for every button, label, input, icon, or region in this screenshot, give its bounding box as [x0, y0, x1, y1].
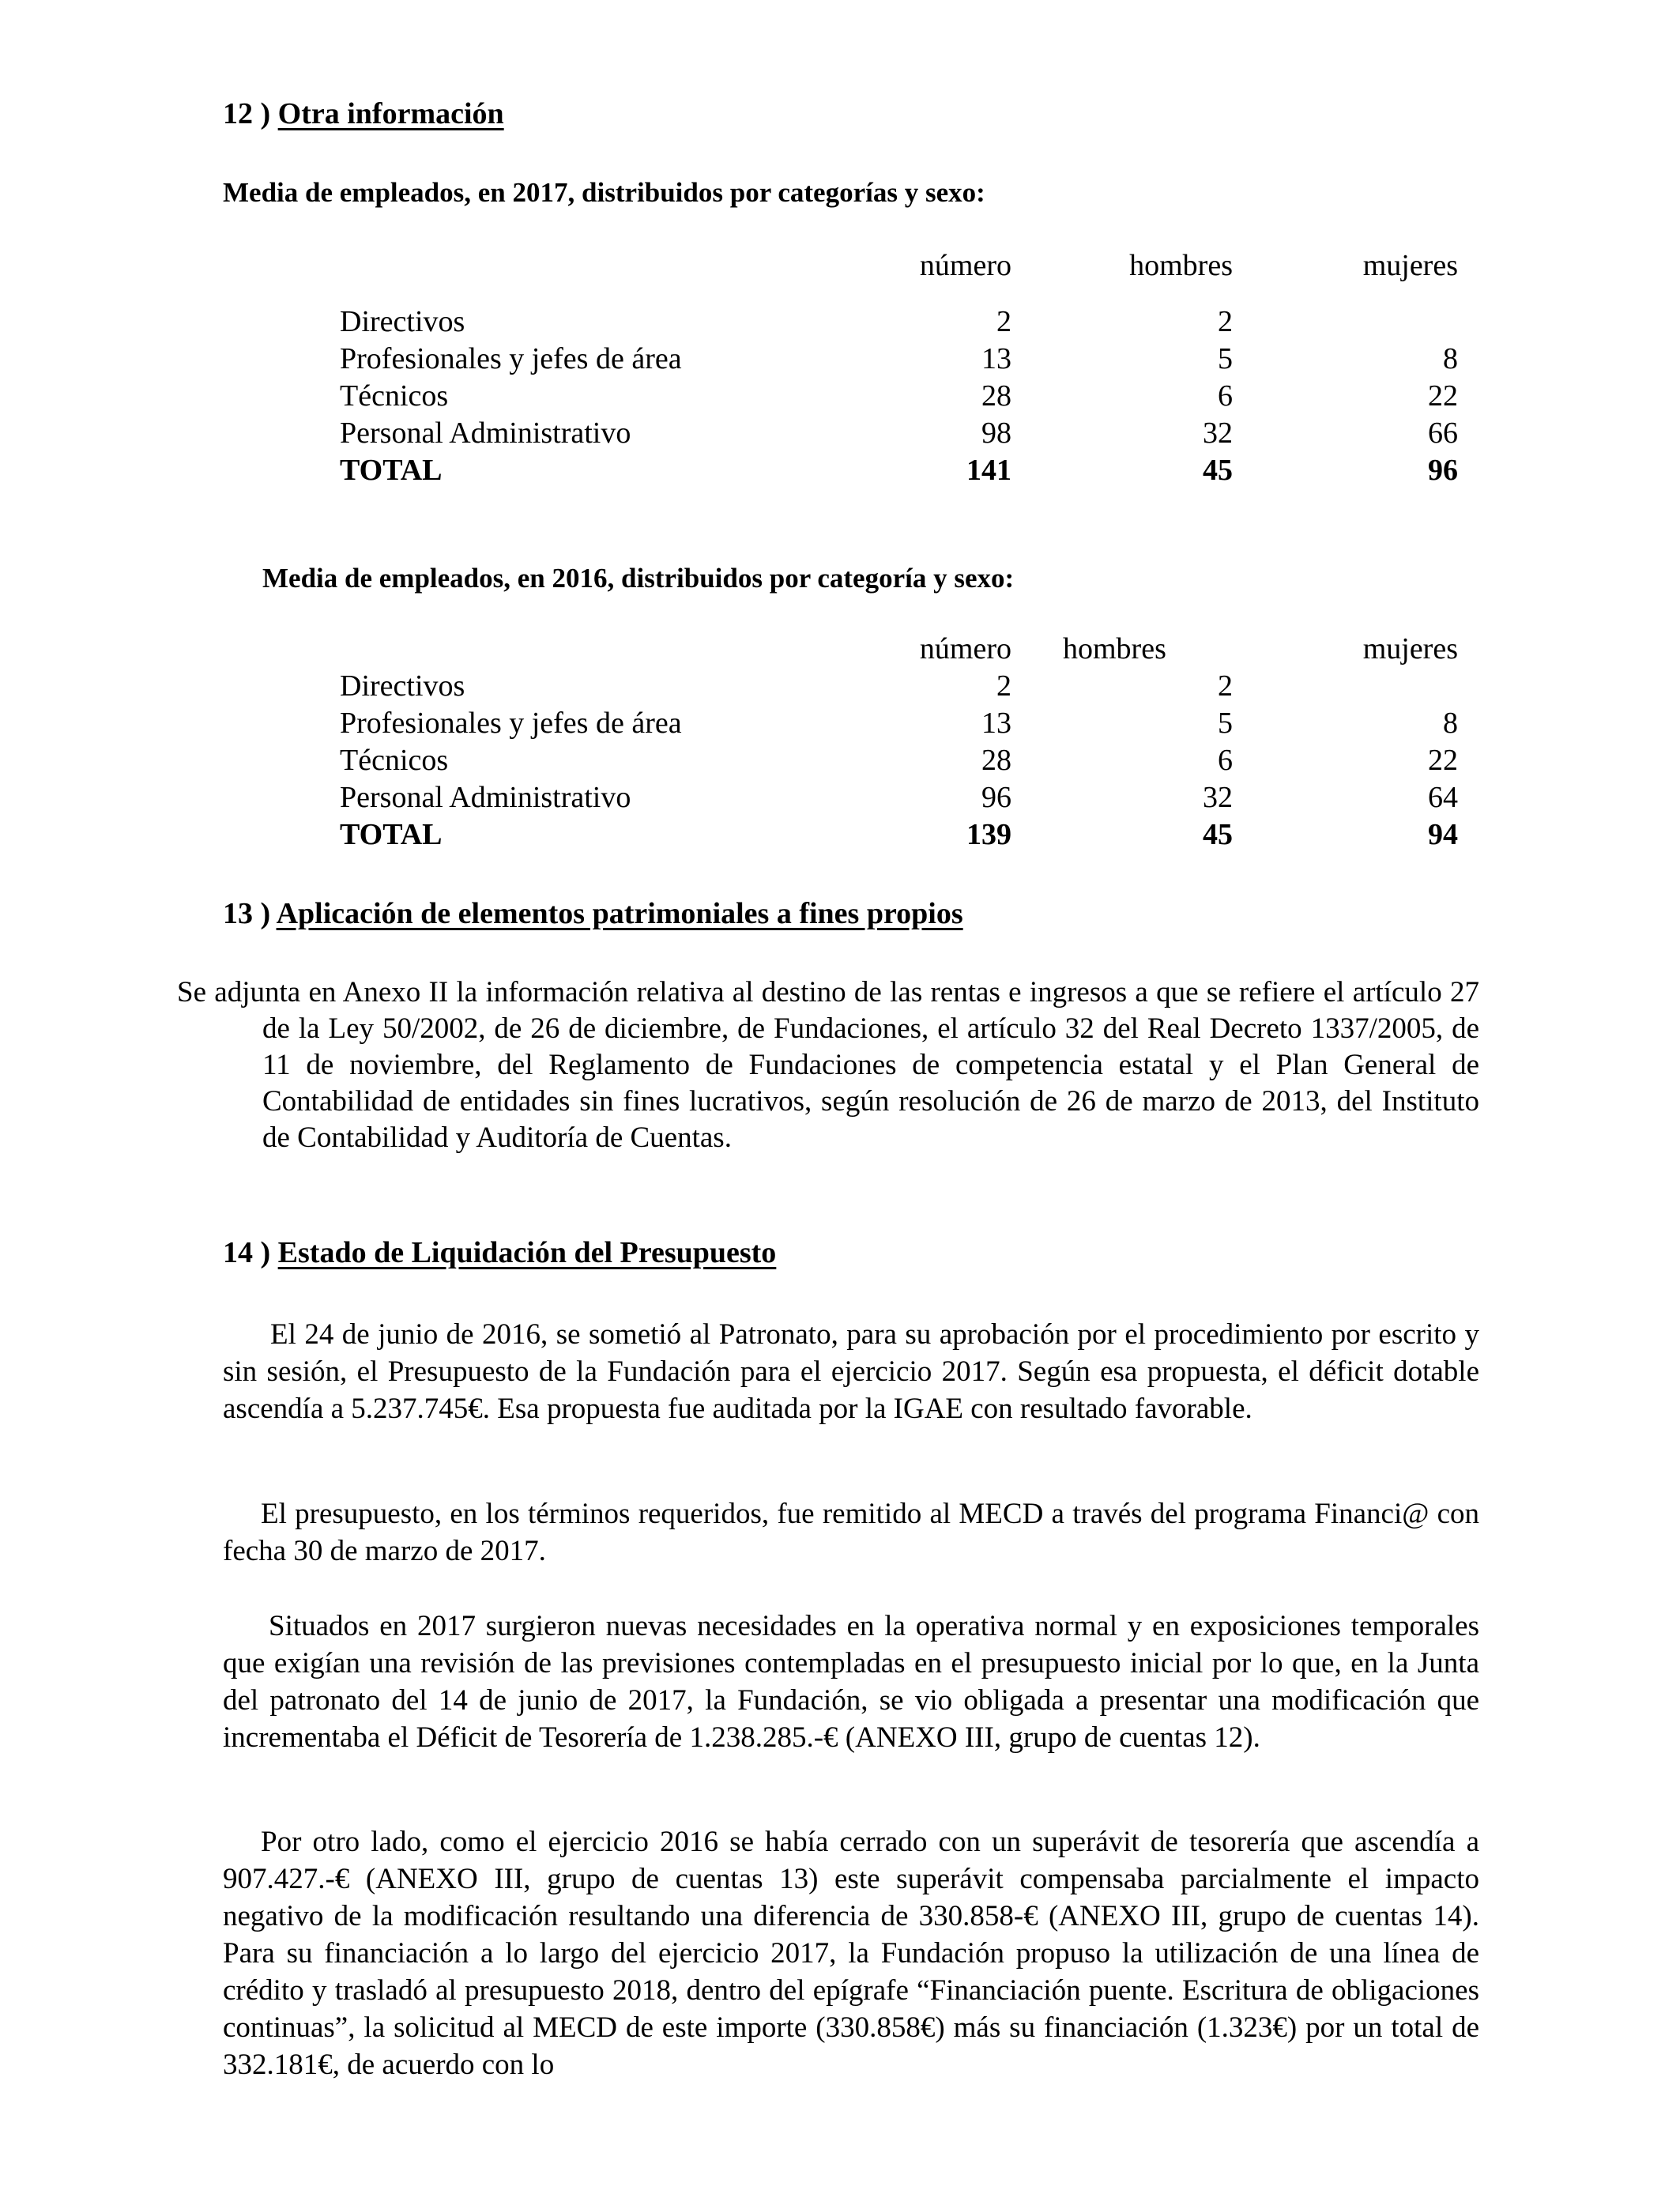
section-14-heading	[223, 1235, 776, 1270]
section-12-number: 12 )	[223, 97, 271, 130]
table-row: Profesionales y jefes de área 13 5 8	[340, 707, 1458, 740]
section-13-number: 13 )	[223, 897, 271, 930]
col-header-numero: número	[919, 248, 1011, 282]
section-14-paragraph-4: Por otro lado, como el ejercicio 2016 se había cerrado con un superávit de tesorería que ascendía a 907.427.-€ (ANEXO III, grupo de cuentas 13) este superávit compensaba parcialmente el impacto negativo de la modificación resultando una diferencia de 330.858-€ (ANEXO III, grupo de cuentas 14). Para su financiación a lo largo del ejercicio 2017, la Fundación propuso la utilización de una línea de crédito y trasladó al presupuesto 2018, dentro del epígrafe “Financiación puente. Escritura de obligaciones continuas”, la solicitud al MECD de este importe (330.858€) más su financiación (1.323€) por un total de 332.181€, de acuerdo con lo	[223, 1826, 1479, 2081]
table-2017-caption: Media de empleados, en 2017, distribuidos por categorías y sexo:	[223, 177, 985, 208]
col-header-mujeres: mujeres	[1362, 632, 1458, 665]
section-12-title: Otra información	[277, 97, 504, 130]
col-header-mujeres: mujeres	[1362, 248, 1458, 282]
section-13-heading	[223, 896, 963, 931]
table-row: Profesionales y jefes de área 13 5 8	[340, 342, 1458, 375]
table-2017-header-row	[340, 243, 1458, 288]
table-row: Directivos 2 2	[340, 305, 1233, 338]
section-14-paragraph-1: El 24 de junio de 2016, se sometió al Patronato, para su aprobación por el procedimiento por escrito y sin sesión, el Presupuesto de la Fundación para el ejercicio 2017. Según esa propuesta, el déficit dotable ascendía a 5.237.745€. Esa propuesta fue auditada por la IGAE con resultado favorable.	[223, 1318, 1479, 1425]
section-14-number: 14 )	[223, 1236, 271, 1269]
table-2016-caption: Media de empleados, en 2016, distribuidos por categoría y sexo:	[262, 563, 1015, 594]
col-header-hombres: hombres	[1129, 248, 1233, 282]
table-2016-header-row	[340, 631, 1458, 668]
employees-2017-table	[340, 243, 1458, 489]
table-row: Técnicos 28 6 22	[340, 744, 1458, 777]
employees-2016-table	[340, 631, 1458, 854]
col-header-numero: número	[919, 632, 1011, 665]
table-row: Técnicos 28 6 22	[340, 379, 1458, 413]
section-12-heading	[223, 96, 504, 131]
table-total-row: TOTAL 141 45 96	[340, 454, 1458, 487]
section-13-title: Aplicación de elementos patrimoniales a fines propios	[276, 897, 963, 930]
section-13-text: Se adjunta en Anexo II la información relativa al destino de las rentas e ingresos a que se refiere el artículo 27 de la Ley 50/2002, de 26 de diciembre, de Fundaciones, el artículo 32 del Real Decreto 1337/2005, de 11 de noviembre, del Reglamento de Fundaciones de competencia estatal y el Plan General de Contabilidad de entidades sin fines lucrativos, según resolución de 26 de marzo de 2013, del Instituto de Contabilidad y Auditoría de Cuentas.	[177, 976, 1479, 1154]
section-14-paragraph-3: Situados en 2017 surgieron nuevas necesidades en la operativa normal y en exposiciones temporales que exigían una revisión de las previsiones contempladas en el presupuesto inicial por lo que, en la Junta del patronato del 14 de junio de 2017, la Fundación, se vio obligada a presentar una modificación que incrementaba el Déficit de Tesorería de 1.238.285.-€ (ANEXO III, grupo de cuentas 12).	[223, 1610, 1479, 1754]
section-14-paragraph-2: El presupuesto, en los términos requeridos, fue remitido al MECD a través del programa Financi@ con fecha 30 de marzo de 2017.	[223, 1498, 1479, 1567]
section-14-title: Estado de Liquidación del Presupuesto	[277, 1236, 777, 1269]
table-row: Personal Administrativo 96 32 64	[340, 781, 1458, 814]
table-total-row: TOTAL 139 45 94	[340, 818, 1458, 851]
table-row: Directivos 2 2	[340, 669, 1233, 703]
table-row: Personal Administrativo 98 32 66	[340, 417, 1458, 450]
col-header-hombres: hombres	[1063, 632, 1166, 665]
